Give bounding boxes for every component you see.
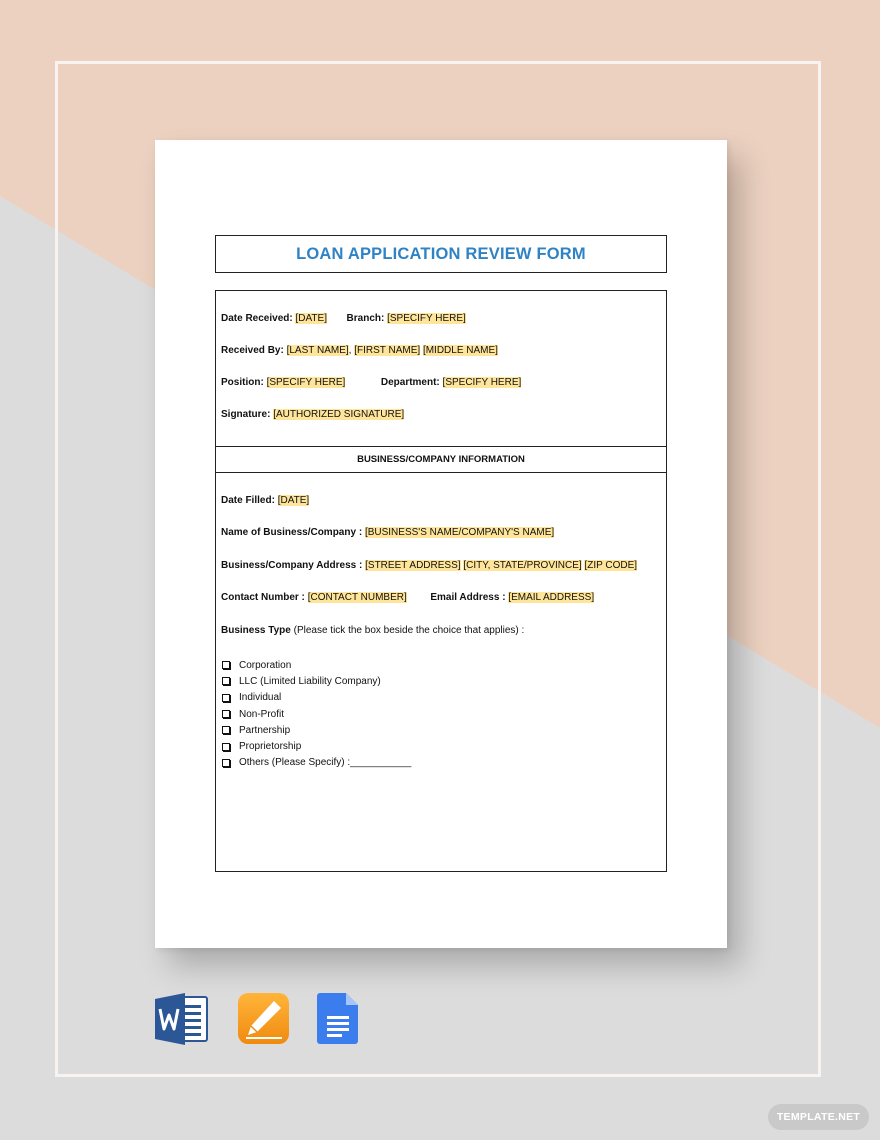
date-received-field[interactable]: [DATE] xyxy=(295,313,327,324)
checkbox[interactable] xyxy=(222,759,230,767)
section-header xyxy=(216,446,666,473)
pages-icon[interactable] xyxy=(238,993,290,1045)
watermark-badge: TEMPLATE.NET xyxy=(768,1104,869,1130)
position-field[interactable]: [SPECIFY HERE] xyxy=(266,377,346,388)
department-field[interactable]: [SPECIFY HERE] xyxy=(442,377,522,388)
form-body xyxy=(215,290,667,872)
google-docs-icon[interactable] xyxy=(317,993,359,1045)
signature-field[interactable]: [AUTHORIZED SIGNATURE] xyxy=(273,409,405,420)
checkbox[interactable] xyxy=(222,710,230,718)
received-by-row xyxy=(221,345,498,356)
signature-row xyxy=(221,409,404,420)
branch-field[interactable]: [SPECIFY HERE] xyxy=(387,313,466,324)
middle-name-field[interactable]: [MIDDLE NAME] xyxy=(422,345,498,356)
date-filled-row xyxy=(221,495,309,506)
date-filled-label: Date Filled: xyxy=(221,495,275,506)
form-title: LOAN APPLICATION REVIEW FORM xyxy=(296,244,586,263)
last-name-field[interactable]: [LAST NAME] xyxy=(286,345,349,356)
business-name-row xyxy=(221,527,554,538)
department-label: Department: xyxy=(380,377,440,388)
first-name-field[interactable]: [FIRST NAME] xyxy=(354,345,421,356)
business-address-label: Business/Company Address : xyxy=(221,560,363,571)
business-name-label: Name of Business/Company : xyxy=(221,527,363,538)
business-type-option[interactable]: Others (Please Specify) :___________ xyxy=(221,755,411,771)
position-label: Position: xyxy=(221,377,264,388)
street-field[interactable]: [STREET ADDRESS] xyxy=(365,560,461,571)
date-received-label: Date Received: xyxy=(221,313,293,324)
branch-label: Branch: xyxy=(346,313,385,324)
form-title-box xyxy=(215,235,667,273)
received-by-label: Received By: xyxy=(221,345,284,356)
business-type-option[interactable]: LLC (Limited Liability Company) xyxy=(221,673,411,689)
contact-label: Contact Number : xyxy=(221,592,305,603)
name-separator: , xyxy=(348,345,352,356)
signature-label: Signature: xyxy=(221,409,271,420)
email-label: Email Address : xyxy=(430,592,506,603)
checkbox[interactable] xyxy=(222,726,230,734)
contact-field[interactable]: [CONTACT NUMBER] xyxy=(307,592,407,603)
zip-field[interactable]: [ZIP CODE] xyxy=(584,560,638,571)
checkbox[interactable] xyxy=(222,743,230,751)
city-field[interactable]: [CITY, STATE/PROVINCE] xyxy=(463,560,582,571)
business-address-row xyxy=(221,560,637,571)
business-type-row xyxy=(221,625,524,636)
business-type-list xyxy=(221,657,411,771)
checkbox[interactable] xyxy=(222,677,230,685)
date-filled-field[interactable]: [DATE] xyxy=(277,495,310,506)
checkbox[interactable] xyxy=(222,694,230,702)
document-page xyxy=(155,140,727,948)
business-type-label: Business Type xyxy=(221,625,291,636)
business-type-option[interactable]: Individual xyxy=(221,690,411,706)
position-row xyxy=(221,377,521,388)
business-name-field[interactable]: [BUSINESS'S NAME/COMPANY'S NAME] xyxy=(364,527,555,538)
section-title: BUSINESS/COMPANY INFORMATION xyxy=(357,454,525,465)
word-icon[interactable] xyxy=(155,993,209,1045)
checkbox[interactable] xyxy=(222,661,230,669)
email-field[interactable]: [EMAIL ADDRESS] xyxy=(508,592,595,603)
business-type-option[interactable]: Proprietorship xyxy=(221,738,411,754)
business-type-option[interactable]: Corporation xyxy=(221,657,411,673)
date-received-row xyxy=(221,313,466,324)
contact-row xyxy=(221,592,594,603)
business-type-hint: (Please tick the box beside the choice that applies) : xyxy=(293,625,525,636)
business-type-option[interactable]: Non-Profit xyxy=(221,706,411,722)
business-type-option[interactable]: Partnership xyxy=(221,722,411,738)
